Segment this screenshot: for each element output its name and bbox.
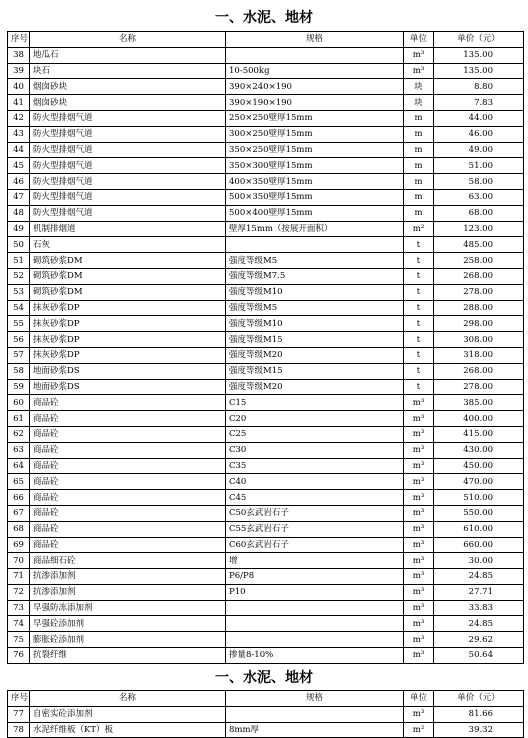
cell-spec: P6/P8 bbox=[226, 569, 404, 585]
cell-no: 60 bbox=[8, 395, 30, 411]
cell-unit: m bbox=[404, 110, 434, 126]
cell-spec: 强度等级M10 bbox=[226, 316, 404, 332]
cell-no: 38 bbox=[8, 47, 30, 63]
cell-no: 63 bbox=[8, 442, 30, 458]
cell-spec: 350×250壁厚15mm bbox=[226, 142, 404, 158]
header-name: 名称 bbox=[30, 691, 226, 707]
cell-spec: 350×300壁厚15mm bbox=[226, 158, 404, 174]
table-row bbox=[8, 316, 524, 332]
cell-unit: t bbox=[404, 316, 434, 332]
cell-spec: C55玄武岩石子 bbox=[226, 521, 404, 537]
cell-unit: m³ bbox=[404, 706, 434, 722]
cell-unit: m bbox=[404, 126, 434, 142]
cell-unit: t bbox=[404, 363, 434, 379]
cell-no: 68 bbox=[8, 521, 30, 537]
cell-unit: m bbox=[404, 174, 434, 190]
cell-spec: C20 bbox=[226, 411, 404, 427]
cell-unit: m² bbox=[404, 722, 434, 738]
cell-unit: t bbox=[404, 268, 434, 284]
cell-unit: m bbox=[404, 158, 434, 174]
cell-no: 39 bbox=[8, 63, 30, 79]
cell-no: 78 bbox=[8, 722, 30, 738]
cell-no: 65 bbox=[8, 474, 30, 490]
cell-no: 75 bbox=[8, 632, 30, 648]
cell-price: 30.00 bbox=[434, 553, 524, 569]
cell-price: 7.83 bbox=[434, 95, 524, 111]
cell-spec bbox=[226, 47, 404, 63]
table-row bbox=[8, 47, 524, 63]
table-row bbox=[8, 553, 524, 569]
cell-unit: m³ bbox=[404, 553, 434, 569]
cell-unit: m³ bbox=[404, 458, 434, 474]
cell-price: 298.00 bbox=[434, 316, 524, 332]
cell-spec: 500×400壁厚15mm bbox=[226, 205, 404, 221]
cell-no: 52 bbox=[8, 268, 30, 284]
cell-spec: 强度等级M5 bbox=[226, 253, 404, 269]
cell-name: 商品细石砼 bbox=[30, 553, 226, 569]
cell-name: 防火型排烟气道 bbox=[30, 205, 226, 221]
cell-spec: 8mm厚 bbox=[226, 722, 404, 738]
cell-name: 水泥纤维板（KT）板 bbox=[30, 722, 226, 738]
table-row bbox=[8, 616, 524, 632]
header-unit: 单位 bbox=[404, 32, 434, 48]
cell-spec: 增 bbox=[226, 553, 404, 569]
cell-no: 72 bbox=[8, 584, 30, 600]
table-row bbox=[8, 158, 524, 174]
cell-price: 400.00 bbox=[434, 411, 524, 427]
cell-price: 258.00 bbox=[434, 253, 524, 269]
cell-price: 470.00 bbox=[434, 474, 524, 490]
header-name: 名称 bbox=[30, 32, 226, 48]
cell-price: 39.32 bbox=[434, 722, 524, 738]
cell-name: 膨胀砼添加剂 bbox=[30, 632, 226, 648]
cell-unit: m³ bbox=[404, 395, 434, 411]
cell-unit: m³ bbox=[404, 537, 434, 553]
table-row bbox=[8, 426, 524, 442]
table-row bbox=[8, 379, 524, 395]
cell-unit: m³ bbox=[404, 600, 434, 616]
table-row bbox=[8, 474, 524, 490]
cell-name: 防火型排烟气道 bbox=[30, 110, 226, 126]
table-row bbox=[8, 569, 524, 585]
cell-no: 40 bbox=[8, 79, 30, 95]
cell-spec: C60玄武岩石子 bbox=[226, 537, 404, 553]
cell-price: 44.00 bbox=[434, 110, 524, 126]
cell-name: 商品砼 bbox=[30, 505, 226, 521]
cell-unit: t bbox=[404, 332, 434, 348]
cell-unit: m³ bbox=[404, 442, 434, 458]
cell-no: 47 bbox=[8, 189, 30, 205]
table-row bbox=[8, 79, 524, 95]
table-row bbox=[8, 648, 524, 664]
cell-price: 268.00 bbox=[434, 363, 524, 379]
cell-no: 54 bbox=[8, 300, 30, 316]
cell-price: 485.00 bbox=[434, 237, 524, 253]
cell-price: 51.00 bbox=[434, 158, 524, 174]
cell-name: 商品砼 bbox=[30, 426, 226, 442]
table-row bbox=[8, 205, 524, 221]
cell-no: 43 bbox=[8, 126, 30, 142]
cell-unit: m³ bbox=[404, 47, 434, 63]
cell-name: 石灰 bbox=[30, 237, 226, 253]
cell-price: 50.64 bbox=[434, 648, 524, 664]
cell-spec: 强度等级M5 bbox=[226, 300, 404, 316]
cell-name: 抗裂纤维 bbox=[30, 648, 226, 664]
cell-unit: m³ bbox=[404, 632, 434, 648]
cell-name: 抗渗添加剂 bbox=[30, 569, 226, 585]
cell-price: 308.00 bbox=[434, 332, 524, 348]
cell-no: 73 bbox=[8, 600, 30, 616]
table-row bbox=[8, 600, 524, 616]
cell-unit: m³ bbox=[404, 616, 434, 632]
header-spec: 规格 bbox=[226, 32, 404, 48]
header-no: 序号 bbox=[8, 32, 30, 48]
cell-no: 56 bbox=[8, 332, 30, 348]
cell-spec: C30 bbox=[226, 442, 404, 458]
table-row bbox=[8, 442, 524, 458]
cell-name: 块石 bbox=[30, 63, 226, 79]
cell-name: 烟囱砂块 bbox=[30, 79, 226, 95]
cell-unit: 块 bbox=[404, 79, 434, 95]
cell-unit: t bbox=[404, 300, 434, 316]
cell-no: 41 bbox=[8, 95, 30, 111]
cell-name: 地瓜石 bbox=[30, 47, 226, 63]
table-row bbox=[8, 63, 524, 79]
cell-no: 76 bbox=[8, 648, 30, 664]
cell-no: 59 bbox=[8, 379, 30, 395]
cell-spec: C40 bbox=[226, 474, 404, 490]
cell-no: 77 bbox=[8, 706, 30, 722]
cell-spec: 10-500kg bbox=[226, 63, 404, 79]
table-row bbox=[8, 284, 524, 300]
table-row bbox=[8, 584, 524, 600]
cell-price: 49.00 bbox=[434, 142, 524, 158]
cell-name: 商品砼 bbox=[30, 442, 226, 458]
cell-name: 地面砂浆DS bbox=[30, 379, 226, 395]
cell-name: 商品砼 bbox=[30, 521, 226, 537]
cell-spec: 壁厚15mm（按展开面积） bbox=[226, 221, 404, 237]
cell-price: 610.00 bbox=[434, 521, 524, 537]
cell-name: 机制排烟道 bbox=[30, 221, 226, 237]
cell-price: 278.00 bbox=[434, 284, 524, 300]
cell-unit: m³ bbox=[404, 584, 434, 600]
cell-price: 135.00 bbox=[434, 47, 524, 63]
cell-no: 44 bbox=[8, 142, 30, 158]
table-row bbox=[8, 395, 524, 411]
cell-price: 33.83 bbox=[434, 600, 524, 616]
cell-name: 防火型排烟气道 bbox=[30, 189, 226, 205]
cell-spec bbox=[226, 706, 404, 722]
cell-spec: 掺量8-10% bbox=[226, 648, 404, 664]
cell-name: 砌筑砂浆DM bbox=[30, 253, 226, 269]
table-row bbox=[8, 221, 524, 237]
cell-spec bbox=[226, 632, 404, 648]
cell-no: 51 bbox=[8, 253, 30, 269]
cell-spec: C35 bbox=[226, 458, 404, 474]
table-row bbox=[8, 632, 524, 648]
cell-spec: 强度等级M10 bbox=[226, 284, 404, 300]
cell-name: 早强砼添加剂 bbox=[30, 616, 226, 632]
cell-name: 地面砂浆DS bbox=[30, 363, 226, 379]
cell-name: 砌筑砂浆DM bbox=[30, 284, 226, 300]
cell-spec: 强度等级M7.5 bbox=[226, 268, 404, 284]
section-title: 一、水泥、地材 bbox=[215, 670, 313, 686]
price-table bbox=[7, 31, 524, 664]
cell-unit: t bbox=[404, 284, 434, 300]
header-price: 单价（元） bbox=[434, 32, 524, 48]
cell-unit: m² bbox=[404, 221, 434, 237]
cell-name: 商品砼 bbox=[30, 411, 226, 427]
cell-no: 57 bbox=[8, 347, 30, 363]
cell-name: 抹灰砂浆DP bbox=[30, 300, 226, 316]
cell-unit: m³ bbox=[404, 569, 434, 585]
cell-no: 48 bbox=[8, 205, 30, 221]
cell-price: 8.80 bbox=[434, 79, 524, 95]
cell-price: 123.00 bbox=[434, 221, 524, 237]
cell-price: 430.00 bbox=[434, 442, 524, 458]
table-row bbox=[8, 300, 524, 316]
table-row bbox=[8, 537, 524, 553]
cell-unit: m³ bbox=[404, 474, 434, 490]
cell-no: 61 bbox=[8, 411, 30, 427]
cell-no: 45 bbox=[8, 158, 30, 174]
cell-spec bbox=[226, 600, 404, 616]
cell-price: 385.00 bbox=[434, 395, 524, 411]
table-row bbox=[8, 268, 524, 284]
cell-spec: C50玄武岩石子 bbox=[226, 505, 404, 521]
cell-price: 27.71 bbox=[434, 584, 524, 600]
section-title: 一、水泥、地材 bbox=[215, 10, 313, 26]
cell-no: 70 bbox=[8, 553, 30, 569]
cell-no: 55 bbox=[8, 316, 30, 332]
cell-name: 防火型排烟气道 bbox=[30, 126, 226, 142]
cell-spec: 400×350壁厚15mm bbox=[226, 174, 404, 190]
cell-spec: C15 bbox=[226, 395, 404, 411]
cell-price: 63.00 bbox=[434, 189, 524, 205]
cell-spec: C25 bbox=[226, 426, 404, 442]
cell-price: 415.00 bbox=[434, 426, 524, 442]
table-row bbox=[8, 142, 524, 158]
cell-unit: m³ bbox=[404, 648, 434, 664]
table-row bbox=[8, 189, 524, 205]
cell-price: 318.00 bbox=[434, 347, 524, 363]
table-row bbox=[8, 706, 524, 722]
price-table bbox=[7, 690, 524, 738]
table-row bbox=[8, 110, 524, 126]
cell-spec: C45 bbox=[226, 490, 404, 506]
cell-price: 550.00 bbox=[434, 505, 524, 521]
cell-spec: 强度等级M20 bbox=[226, 379, 404, 395]
cell-spec: 300×250壁厚15mm bbox=[226, 126, 404, 142]
cell-name: 抹灰砂浆DP bbox=[30, 332, 226, 348]
table-row bbox=[8, 347, 524, 363]
cell-spec bbox=[226, 616, 404, 632]
cell-unit: m³ bbox=[404, 521, 434, 537]
cell-spec: 强度等级M15 bbox=[226, 332, 404, 348]
cell-price: 288.00 bbox=[434, 300, 524, 316]
cell-price: 24.85 bbox=[434, 569, 524, 585]
cell-price: 450.00 bbox=[434, 458, 524, 474]
cell-price: 135.00 bbox=[434, 63, 524, 79]
header-price: 单价（元） bbox=[434, 691, 524, 707]
table-row bbox=[8, 95, 524, 111]
cell-name: 防火型排烟气道 bbox=[30, 158, 226, 174]
cell-spec: P10 bbox=[226, 584, 404, 600]
cell-price: 81.66 bbox=[434, 706, 524, 722]
cell-price: 29.62 bbox=[434, 632, 524, 648]
cell-name: 防火型排烟气道 bbox=[30, 174, 226, 190]
cell-price: 46.00 bbox=[434, 126, 524, 142]
cell-name: 砌筑砂浆DM bbox=[30, 268, 226, 284]
cell-price: 510.00 bbox=[434, 490, 524, 506]
cell-unit: t bbox=[404, 379, 434, 395]
table-header-row bbox=[8, 691, 524, 707]
cell-unit: t bbox=[404, 253, 434, 269]
cell-spec: 250×250壁厚15mm bbox=[226, 110, 404, 126]
cell-no: 46 bbox=[8, 174, 30, 190]
cell-no: 53 bbox=[8, 284, 30, 300]
cell-no: 58 bbox=[8, 363, 30, 379]
cell-name: 商品砼 bbox=[30, 490, 226, 506]
cell-name: 烟囱砂块 bbox=[30, 95, 226, 111]
table-header-row bbox=[8, 32, 524, 48]
cell-spec: 强度等级M15 bbox=[226, 363, 404, 379]
cell-no: 49 bbox=[8, 221, 30, 237]
cell-no: 69 bbox=[8, 537, 30, 553]
table-row bbox=[8, 174, 524, 190]
table-row bbox=[8, 490, 524, 506]
cell-no: 50 bbox=[8, 237, 30, 253]
table-row bbox=[8, 505, 524, 521]
cell-unit: t bbox=[404, 347, 434, 363]
cell-no: 64 bbox=[8, 458, 30, 474]
cell-name: 商品砼 bbox=[30, 458, 226, 474]
cell-price: 24.85 bbox=[434, 616, 524, 632]
cell-no: 67 bbox=[8, 505, 30, 521]
cell-spec bbox=[226, 237, 404, 253]
cell-unit: m bbox=[404, 142, 434, 158]
table-row bbox=[8, 411, 524, 427]
table-row bbox=[8, 458, 524, 474]
table-row bbox=[8, 363, 524, 379]
cell-unit: m bbox=[404, 189, 434, 205]
table-row bbox=[8, 253, 524, 269]
cell-name: 抗渗添加剂 bbox=[30, 584, 226, 600]
table-row bbox=[8, 126, 524, 142]
cell-name: 早强防冻添加剂 bbox=[30, 600, 226, 616]
cell-name: 抹灰砂浆DP bbox=[30, 316, 226, 332]
cell-spec: 500×350壁厚15mm bbox=[226, 189, 404, 205]
cell-name: 防火型排烟气道 bbox=[30, 142, 226, 158]
cell-unit: m³ bbox=[404, 505, 434, 521]
cell-no: 74 bbox=[8, 616, 30, 632]
cell-unit: m bbox=[404, 205, 434, 221]
cell-name: 自密实砼添加剂 bbox=[30, 706, 226, 722]
cell-price: 68.00 bbox=[434, 205, 524, 221]
cell-unit: m³ bbox=[404, 63, 434, 79]
cell-no: 42 bbox=[8, 110, 30, 126]
cell-no: 71 bbox=[8, 569, 30, 585]
cell-spec: 强度等级M20 bbox=[226, 347, 404, 363]
cell-unit: m³ bbox=[404, 490, 434, 506]
cell-no: 66 bbox=[8, 490, 30, 506]
cell-no: 62 bbox=[8, 426, 30, 442]
cell-unit: m³ bbox=[404, 426, 434, 442]
header-no: 序号 bbox=[8, 691, 30, 707]
cell-name: 商品砼 bbox=[30, 537, 226, 553]
cell-unit: m³ bbox=[404, 411, 434, 427]
header-spec: 规格 bbox=[226, 691, 404, 707]
table-row bbox=[8, 237, 524, 253]
cell-name: 商品砼 bbox=[30, 395, 226, 411]
cell-price: 278.00 bbox=[434, 379, 524, 395]
cell-spec: 390×190×190 bbox=[226, 95, 404, 111]
cell-spec: 390×240×190 bbox=[226, 79, 404, 95]
cell-unit: 块 bbox=[404, 95, 434, 111]
cell-price: 660.00 bbox=[434, 537, 524, 553]
table-row bbox=[8, 332, 524, 348]
cell-price: 268.00 bbox=[434, 268, 524, 284]
cell-unit: t bbox=[404, 237, 434, 253]
table-row bbox=[8, 521, 524, 537]
cell-price: 58.00 bbox=[434, 174, 524, 190]
header-unit: 单位 bbox=[404, 691, 434, 707]
cell-name: 商品砼 bbox=[30, 474, 226, 490]
cell-name: 抹灰砂浆DP bbox=[30, 347, 226, 363]
